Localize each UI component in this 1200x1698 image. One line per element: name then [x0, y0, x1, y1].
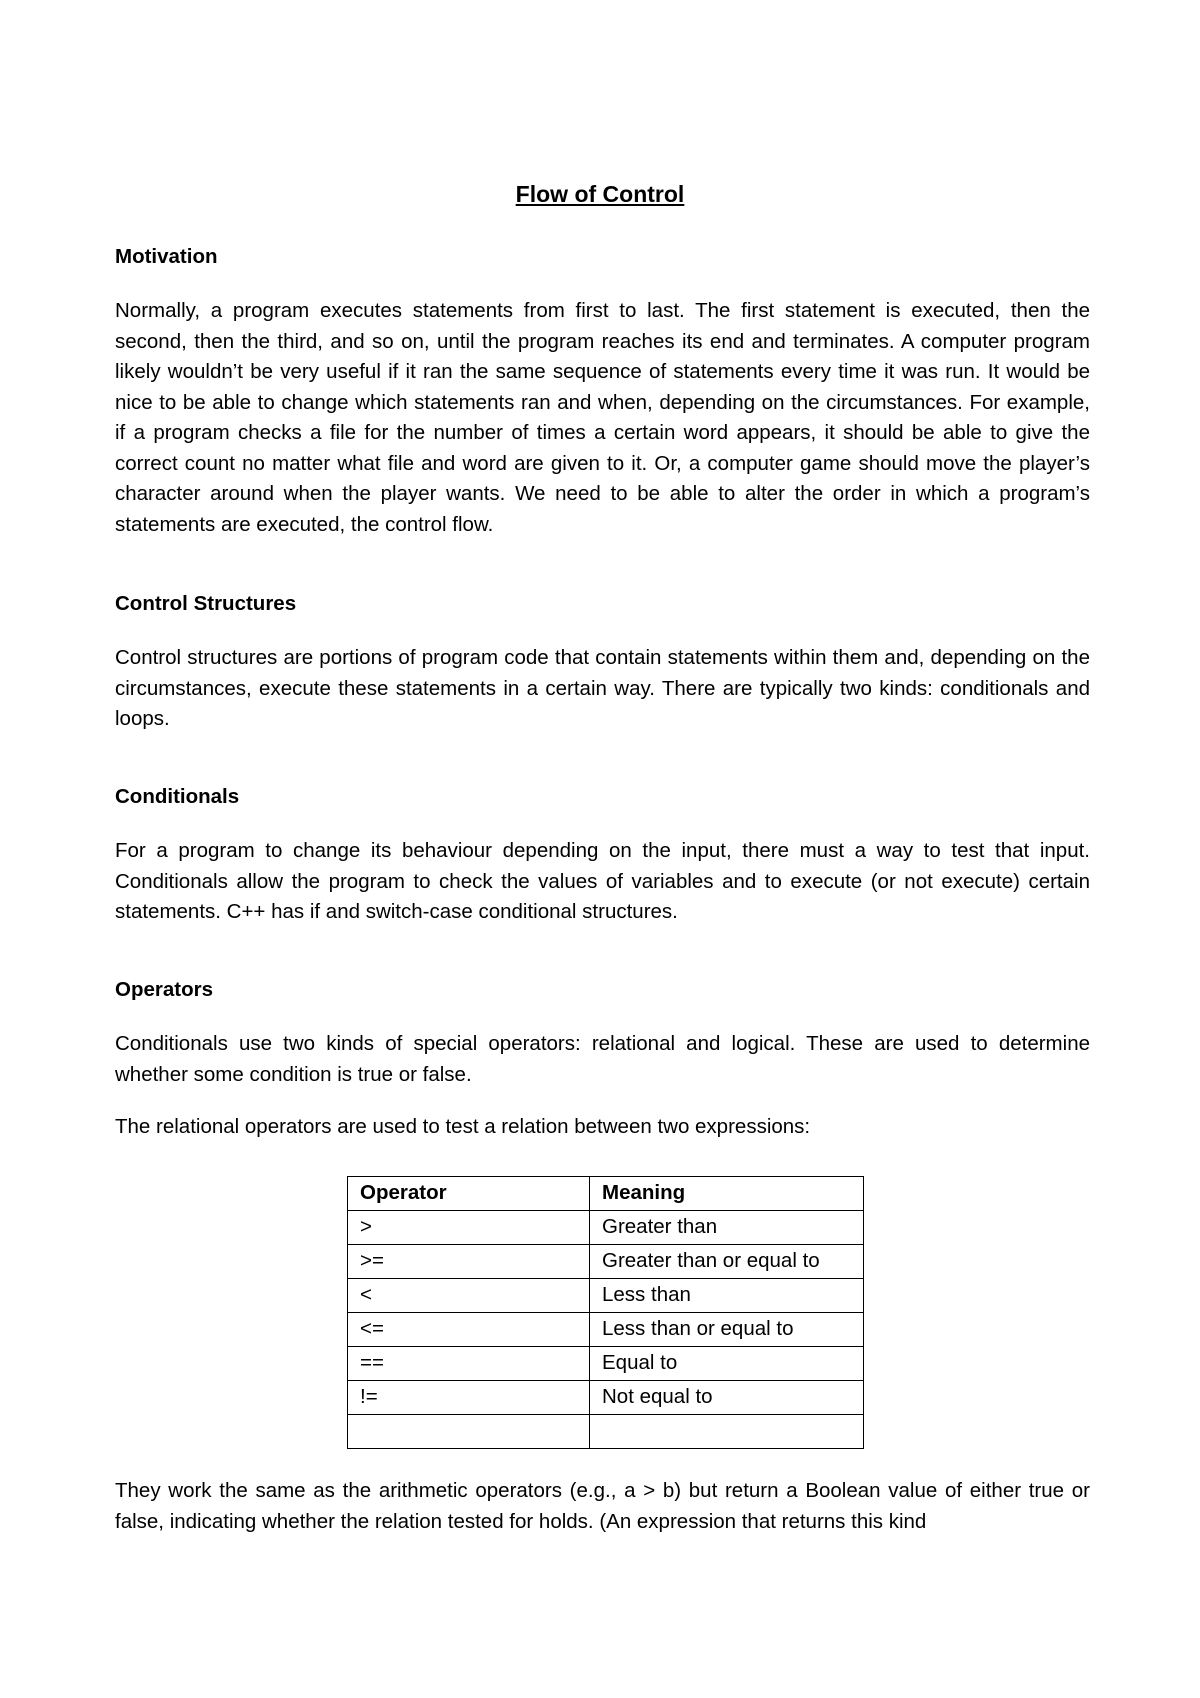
- table-row: [348, 1211, 864, 1245]
- operator-cell: !=: [348, 1381, 590, 1415]
- paragraph-operators: Conditionals use two kinds of special operators: relational and logical. These are used to determine whether some condition is true or false.: [115, 1032, 1090, 1086]
- heading-motivation: Motivation: [115, 245, 218, 268]
- operator-cell: ==: [348, 1347, 590, 1381]
- operator-cell: <=: [348, 1313, 590, 1347]
- operator-cell: [348, 1415, 590, 1449]
- table-row: [348, 1279, 864, 1313]
- meaning-cell: [590, 1415, 864, 1449]
- meaning-cell: Not equal to: [590, 1381, 864, 1415]
- operator-cell: <: [348, 1279, 590, 1313]
- table-row: [348, 1245, 864, 1279]
- heading-conditionals: Conditionals: [115, 785, 240, 808]
- table-row-empty: [348, 1415, 864, 1449]
- paragraph-motivation: Normally, a program executes statements from first to last. The first statement is executed, then the second, then the third, and so on, until the program reaches its end and terminates. A computer program likely wouldn’t be very useful if it ran the same sequence of statements every time it was run. It would be nice to be able to change which statements ran and when, depending on the circumstances. For example, if a program checks a file for the number of times a certain word appears, it should be able to give the correct count no matter what file and word are given to it. Or, a computer game should move the player’s character around when the player wants. We need to be able to alter the order in which a program’s statements are executed, the control flow.: [115, 299, 1090, 536]
- heading-operators: Operators: [115, 978, 213, 1001]
- table-row: [348, 1381, 864, 1415]
- paragraph-control-structures: Control structures are portions of program code that contain statements within them and, depending on the circumstances, execute these statements in a certain way. There are typically two kinds: conditionals and loops.: [115, 646, 1090, 730]
- operator-cell: >: [348, 1211, 590, 1245]
- table-row: [348, 1313, 864, 1347]
- meaning-cell: Less than or equal to: [590, 1313, 864, 1347]
- heading-control-structures: Control Structures: [115, 592, 297, 615]
- table-header-row: [348, 1177, 864, 1211]
- meaning-cell: Equal to: [590, 1347, 864, 1381]
- table-header-cell: Operator: [348, 1177, 590, 1211]
- relational-operators-table: [347, 1176, 864, 1449]
- meaning-cell: Greater than: [590, 1211, 864, 1245]
- page-title: Flow of Control: [515, 181, 685, 207]
- meaning-cell: Less than: [590, 1279, 864, 1313]
- paragraph-conditionals: For a program to change its behaviour depending on the input, there must a way to test that input. Conditionals allow the program to check the values of variables and to execute (or not execute) certain statements. C++ has if and switch-case conditional structures.: [115, 839, 1090, 923]
- table-row: [348, 1347, 864, 1381]
- paragraph-relational-intro: The relational operators are used to test a relation between two expressions:: [115, 1115, 811, 1138]
- paragraph-after-table: They work the same as the arithmetic operators (e.g., a > b) but return a Boolean value of either true or false, indicating whether the relation tested for holds. (An expression that returns this kind: [115, 1479, 1090, 1533]
- table-header-cell: Meaning: [590, 1177, 864, 1211]
- meaning-cell: Greater than or equal to: [590, 1245, 864, 1279]
- operator-cell: >=: [348, 1245, 590, 1279]
